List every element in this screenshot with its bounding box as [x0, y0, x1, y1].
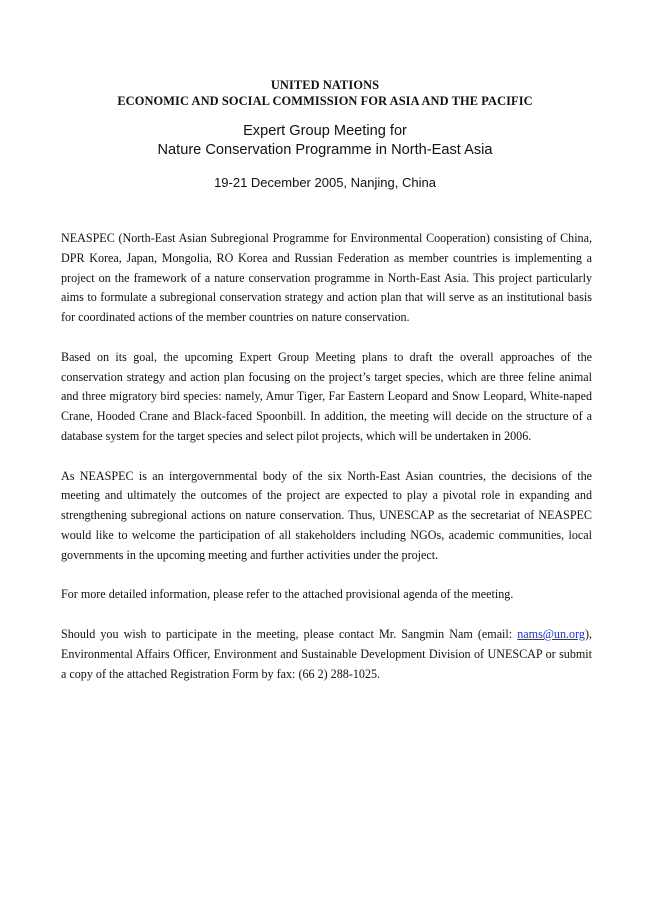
contact-text-before: Should you wish to participate in the meeting, please contact Mr. Sangmin Nam (email:: [61, 626, 518, 641]
contact-email-link[interactable]: nams@un.org: [517, 626, 585, 641]
paragraph-meeting-goal: Based on its goal, the upcoming Expert Group Meeting plans to draft the overall approaches of the conservation strategy and action plan focusing on the project’s target species, which are three feline animal and three migratory bird species: namely, Amur Tiger, Far Eastern Leopard and Snow Leopard, White-naped Crane, Hooded Crane and Black-faced Spoonbill. In addition, the meeting will decide on the structure of a database system for the target species and select pilot projects, which will be undertaken in 2006.: [61, 349, 592, 443]
paragraph-contact: [61, 625, 592, 684]
paragraph-neaspec-intro: NEASPEC (North-East Asian Subregional Programme for Environmental Cooperation) consisting of China, DPR Korea, Japan, Mongolia, RO Korea and Russian Federation as member countries is implementing a project on the framework of a nature conservation programme in North-East Asia. This project particularly aims to formulate a subregional conservation strategy and action plan that will serve as an institutional basis for coordinated actions of the member countries on nature conservation.: [61, 231, 592, 325]
document-body: [61, 229, 592, 704]
meeting-title: [0, 122, 650, 160]
paragraph-more-info: For more detailed information, please refer to the attached provisional agenda of the meeting.: [61, 587, 514, 602]
paragraph-stakeholders: As NEASPEC is an intergovernmental body of the six North-East Asian countries, the decisions of the meeting and ultimately the outcomes of the project are expected to play a pivotal role in expanding and strengthening subregional actions on nature conservation. Thus, UNESCAP as the secretariat of NEASPEC would like to welcome the participation of all stakeholders including NGOs, academic communities, local governments in the upcoming meeting and further activities under the project.: [61, 468, 592, 562]
title-line-2: Nature Conservation Programme in North-East Asia: [157, 142, 493, 158]
contact-text-after: ), Environmental Affairs Officer, Environment and Sustainable Development Division of UNESCAP or submit a copy of the attached Registration Form by fax: (66 2) 288-1025.: [61, 626, 592, 681]
header-line-un: UNITED NATIONS: [270, 78, 380, 92]
meeting-dateline: 19-21 December 2005, Nanjing, China: [214, 175, 436, 190]
header-line-escap: ECONOMIC AND SOCIAL COMMISSION FOR ASIA AND THE PACIFIC: [117, 94, 533, 108]
organization-header: [0, 77, 650, 109]
title-line-1: Expert Group Meeting for: [243, 123, 407, 139]
